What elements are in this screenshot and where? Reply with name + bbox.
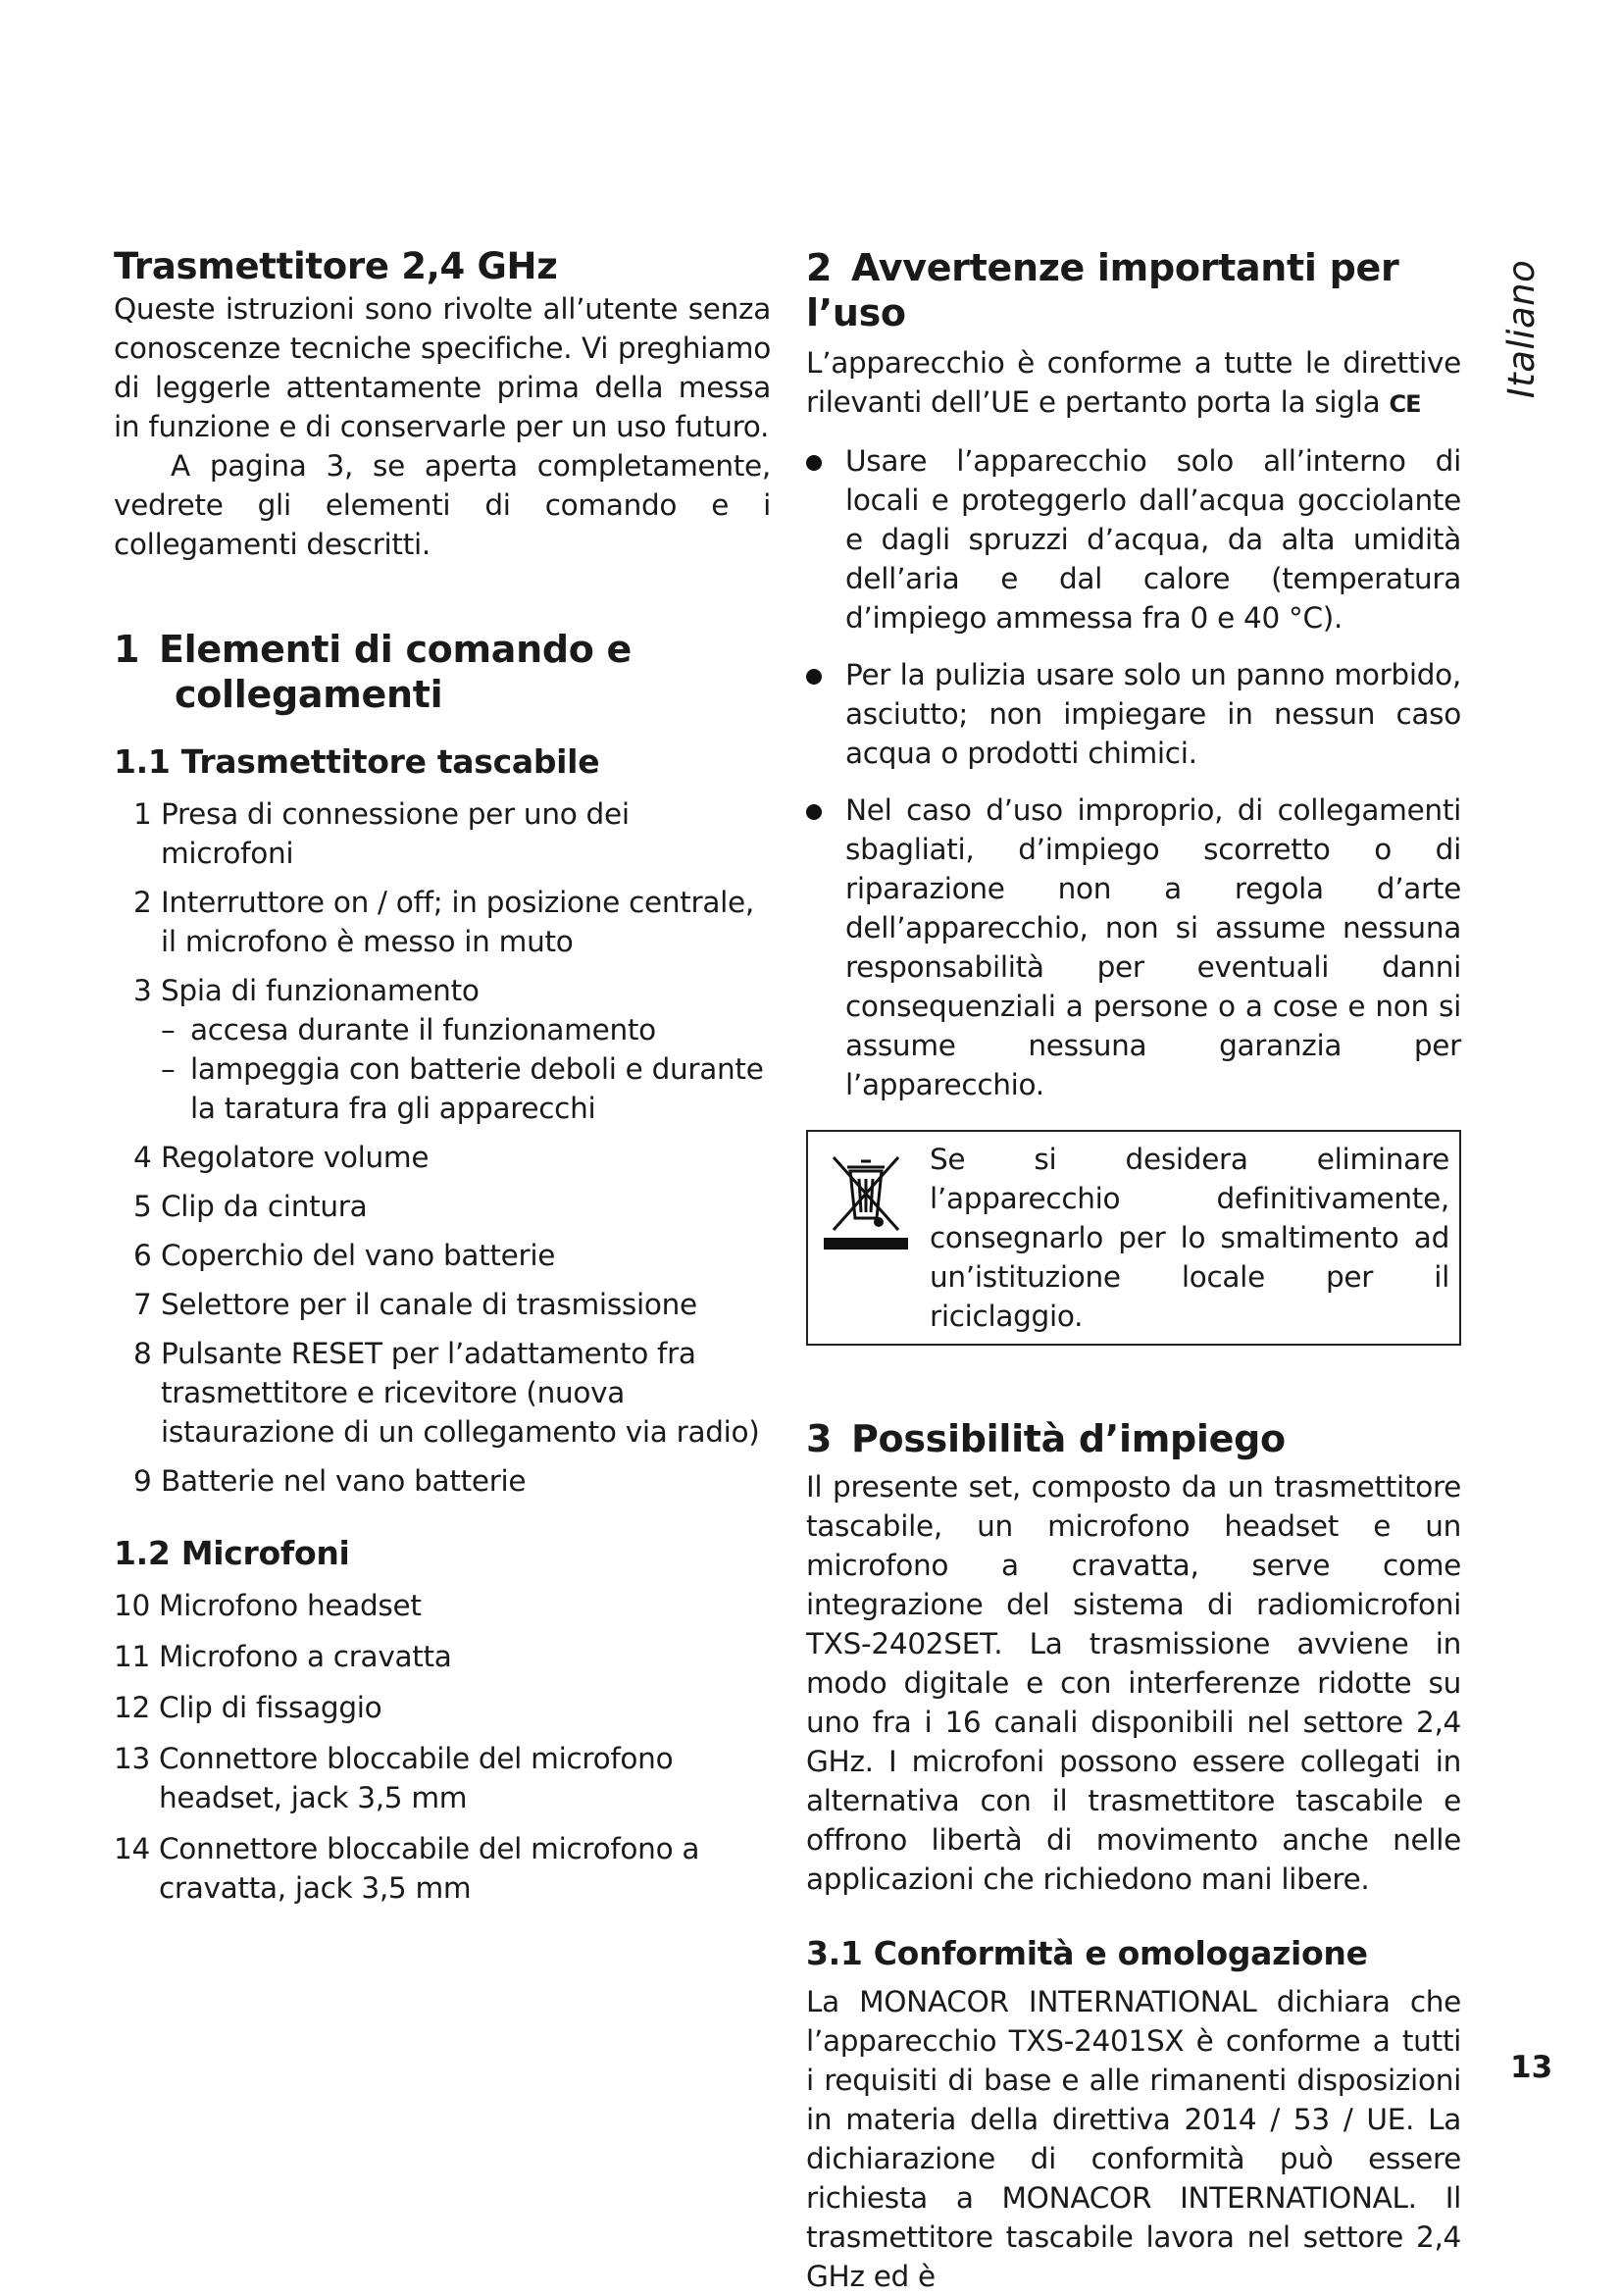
disposal-notice xyxy=(806,1130,1461,1346)
sub-list-item: – accesa durante il funzionamento xyxy=(161,1013,656,1046)
section-number: 1 xyxy=(114,628,140,671)
section-1-heading xyxy=(114,627,771,717)
section-title: Possibilità d’impiego xyxy=(851,1417,1286,1460)
list-item: 7 Selettore per il canale di trasmissione xyxy=(133,1288,697,1321)
list-item: 8 Pulsante RESET per l’adattamento fra trasmettitore e ricevitore (nuova istaurazione di un collegamento via radio) xyxy=(133,1337,760,1449)
bullet-icon xyxy=(806,455,822,471)
sub-list xyxy=(161,1010,771,1128)
ce-conformity-paragraph: L’apparecchio è conforme a tutte le direttive rilevanti dell’UE e pertanto porta la sigla CE xyxy=(806,346,1461,419)
right-column xyxy=(806,245,1461,2296)
list-item: 3 Spia di funzionamento – accesa durante il funzionamento – lampeggia con batterie deboli e durante la taratura fra gli apparecchi xyxy=(114,971,771,1128)
disposal-text: Se si desidera eliminare l’apparecchio definitivamente, consegnarlo per lo smaltimento ad un’istituzione locale per il riciclaggio. xyxy=(930,1143,1449,1333)
page-number: 13 xyxy=(1510,2050,1553,2085)
list-item: Nel caso d’uso improprio, di collegamenti sbagliati, d’impiego scorretto o di riparazione non a regola d’arte dell’apparecchio, non si assume nessuna responsabilità per eventuali danni consequenziali a persone o a cose e non si assume nessuna garanzia per l’apparecchio. xyxy=(806,791,1461,1104)
section-title-line1: Elementi di comando e xyxy=(159,628,632,671)
bullet-icon xyxy=(806,804,822,820)
microphones-list xyxy=(114,1586,771,1908)
list-item: 5 Clip da cintura xyxy=(133,1190,368,1223)
list-item: 2 Interruttore on / off; in posizione centrale, il microfono è messo in muto xyxy=(133,886,754,958)
section-3-heading xyxy=(806,1416,1461,1461)
section-title: Avvertenze importanti per l’uso xyxy=(806,246,1399,334)
list-item: 12 Clip di fissaggio xyxy=(114,1691,382,1724)
intro-page-reference: A pagina 3, se aperta completamente, vedrete gli elementi di comando e i collegamenti descritti. xyxy=(114,449,771,561)
ce-mark: CE xyxy=(1389,390,1421,418)
list-item: 11 Microfono a cravatta xyxy=(114,1640,452,1673)
document-title: Trasmettitore 2,4 GHz xyxy=(114,245,558,287)
section-number: 2 xyxy=(806,246,833,289)
conformity-paragraph: La MONACOR INTERNATIONAL dichiara che l’apparecchio TXS-2401SX è conforme a tutti i requisiti di base e alle rimanenti disposizioni in materia della direttiva 2014 / 53 / UE. La dichiarazione di conformità può essere richiesta a MONACOR INTERNATIONAL. Il trasmettitore tascabile lavora nel settore 2,4 GHz ed è xyxy=(806,1985,1461,2293)
crossed-out-bin-icon xyxy=(822,1146,910,1257)
bullet-icon xyxy=(806,669,822,685)
subsection-1-1-heading: 1.1 Trasmettitore tascabile xyxy=(114,742,600,781)
left-column xyxy=(114,245,771,1919)
list-item: Per la pulizia usare solo un panno morbido, asciutto; non impiegare in nessun caso acqua o prodotti chimici. xyxy=(806,655,1461,773)
list-item: 4 Regolatore volume xyxy=(133,1141,430,1174)
list-item: 14 Connettore bloccabile del microfono a cravatta, jack 3,5 mm xyxy=(114,1832,700,1905)
sub-list-item: – lampeggia con batterie deboli e durante la taratura fra gli apparecchi xyxy=(161,1052,764,1125)
list-item: 9 Batterie nel vano batterie xyxy=(133,1464,527,1498)
list-item: 10 Microfono headset xyxy=(114,1589,422,1622)
section-number: 3 xyxy=(806,1417,833,1460)
subsection-1-2-heading: 1.2 Microfoni xyxy=(114,1534,350,1572)
list-item: Usare l’apparecchio solo all’interno di locali e proteggerlo dall’acqua gocciolante e dagli spruzzi d’acqua, da alta umidità dell’aria e dal calore (temperatura d’impiego ammessa fra 0 e 40 °C). xyxy=(806,441,1461,638)
section-title-line2: collegamenti xyxy=(175,673,443,716)
intro-paragraph: Queste istruzioni sono rivolte all’utente senza conoscenze tecniche specifiche. Vi preghiamo di leggerle attentamente prima della messa in funzione e di conservarle per un uso futuro. xyxy=(114,292,771,443)
pocket-transmitter-list xyxy=(114,794,771,1501)
list-item: 1 Presa di connessione per uno dei microfoni xyxy=(133,797,630,870)
safety-notes-list xyxy=(806,441,1461,1104)
language-tab xyxy=(1496,245,1547,412)
applications-paragraph: Il presente set, composto da un trasmettitore tascabile, un microfono headset e un microfono a cravatta, serve come integrazione del sistema di radiomicrofoni TXS-2402SET. La trasmissione avviene in modo digitale e con interferenze ridotte su uno fra i 16 canali disponibili nel settore 2,4 GHz. I microfoni possono essere collegati in alternativa con il trasmettitore tascabile e offrono libertà di movimento anche nelle applicazioni che richiedono mani libere. xyxy=(806,1470,1461,1896)
subsection-3-1-heading: 3.1 Conformità e omologazione xyxy=(806,1934,1368,1972)
language-label: Italiano xyxy=(1500,259,1544,398)
section-2-heading xyxy=(806,245,1461,335)
list-item: 6 Coperchio del vano batterie xyxy=(133,1239,556,1272)
list-item: 13 Connettore bloccabile del microfono headset, jack 3,5 mm xyxy=(114,1742,674,1814)
